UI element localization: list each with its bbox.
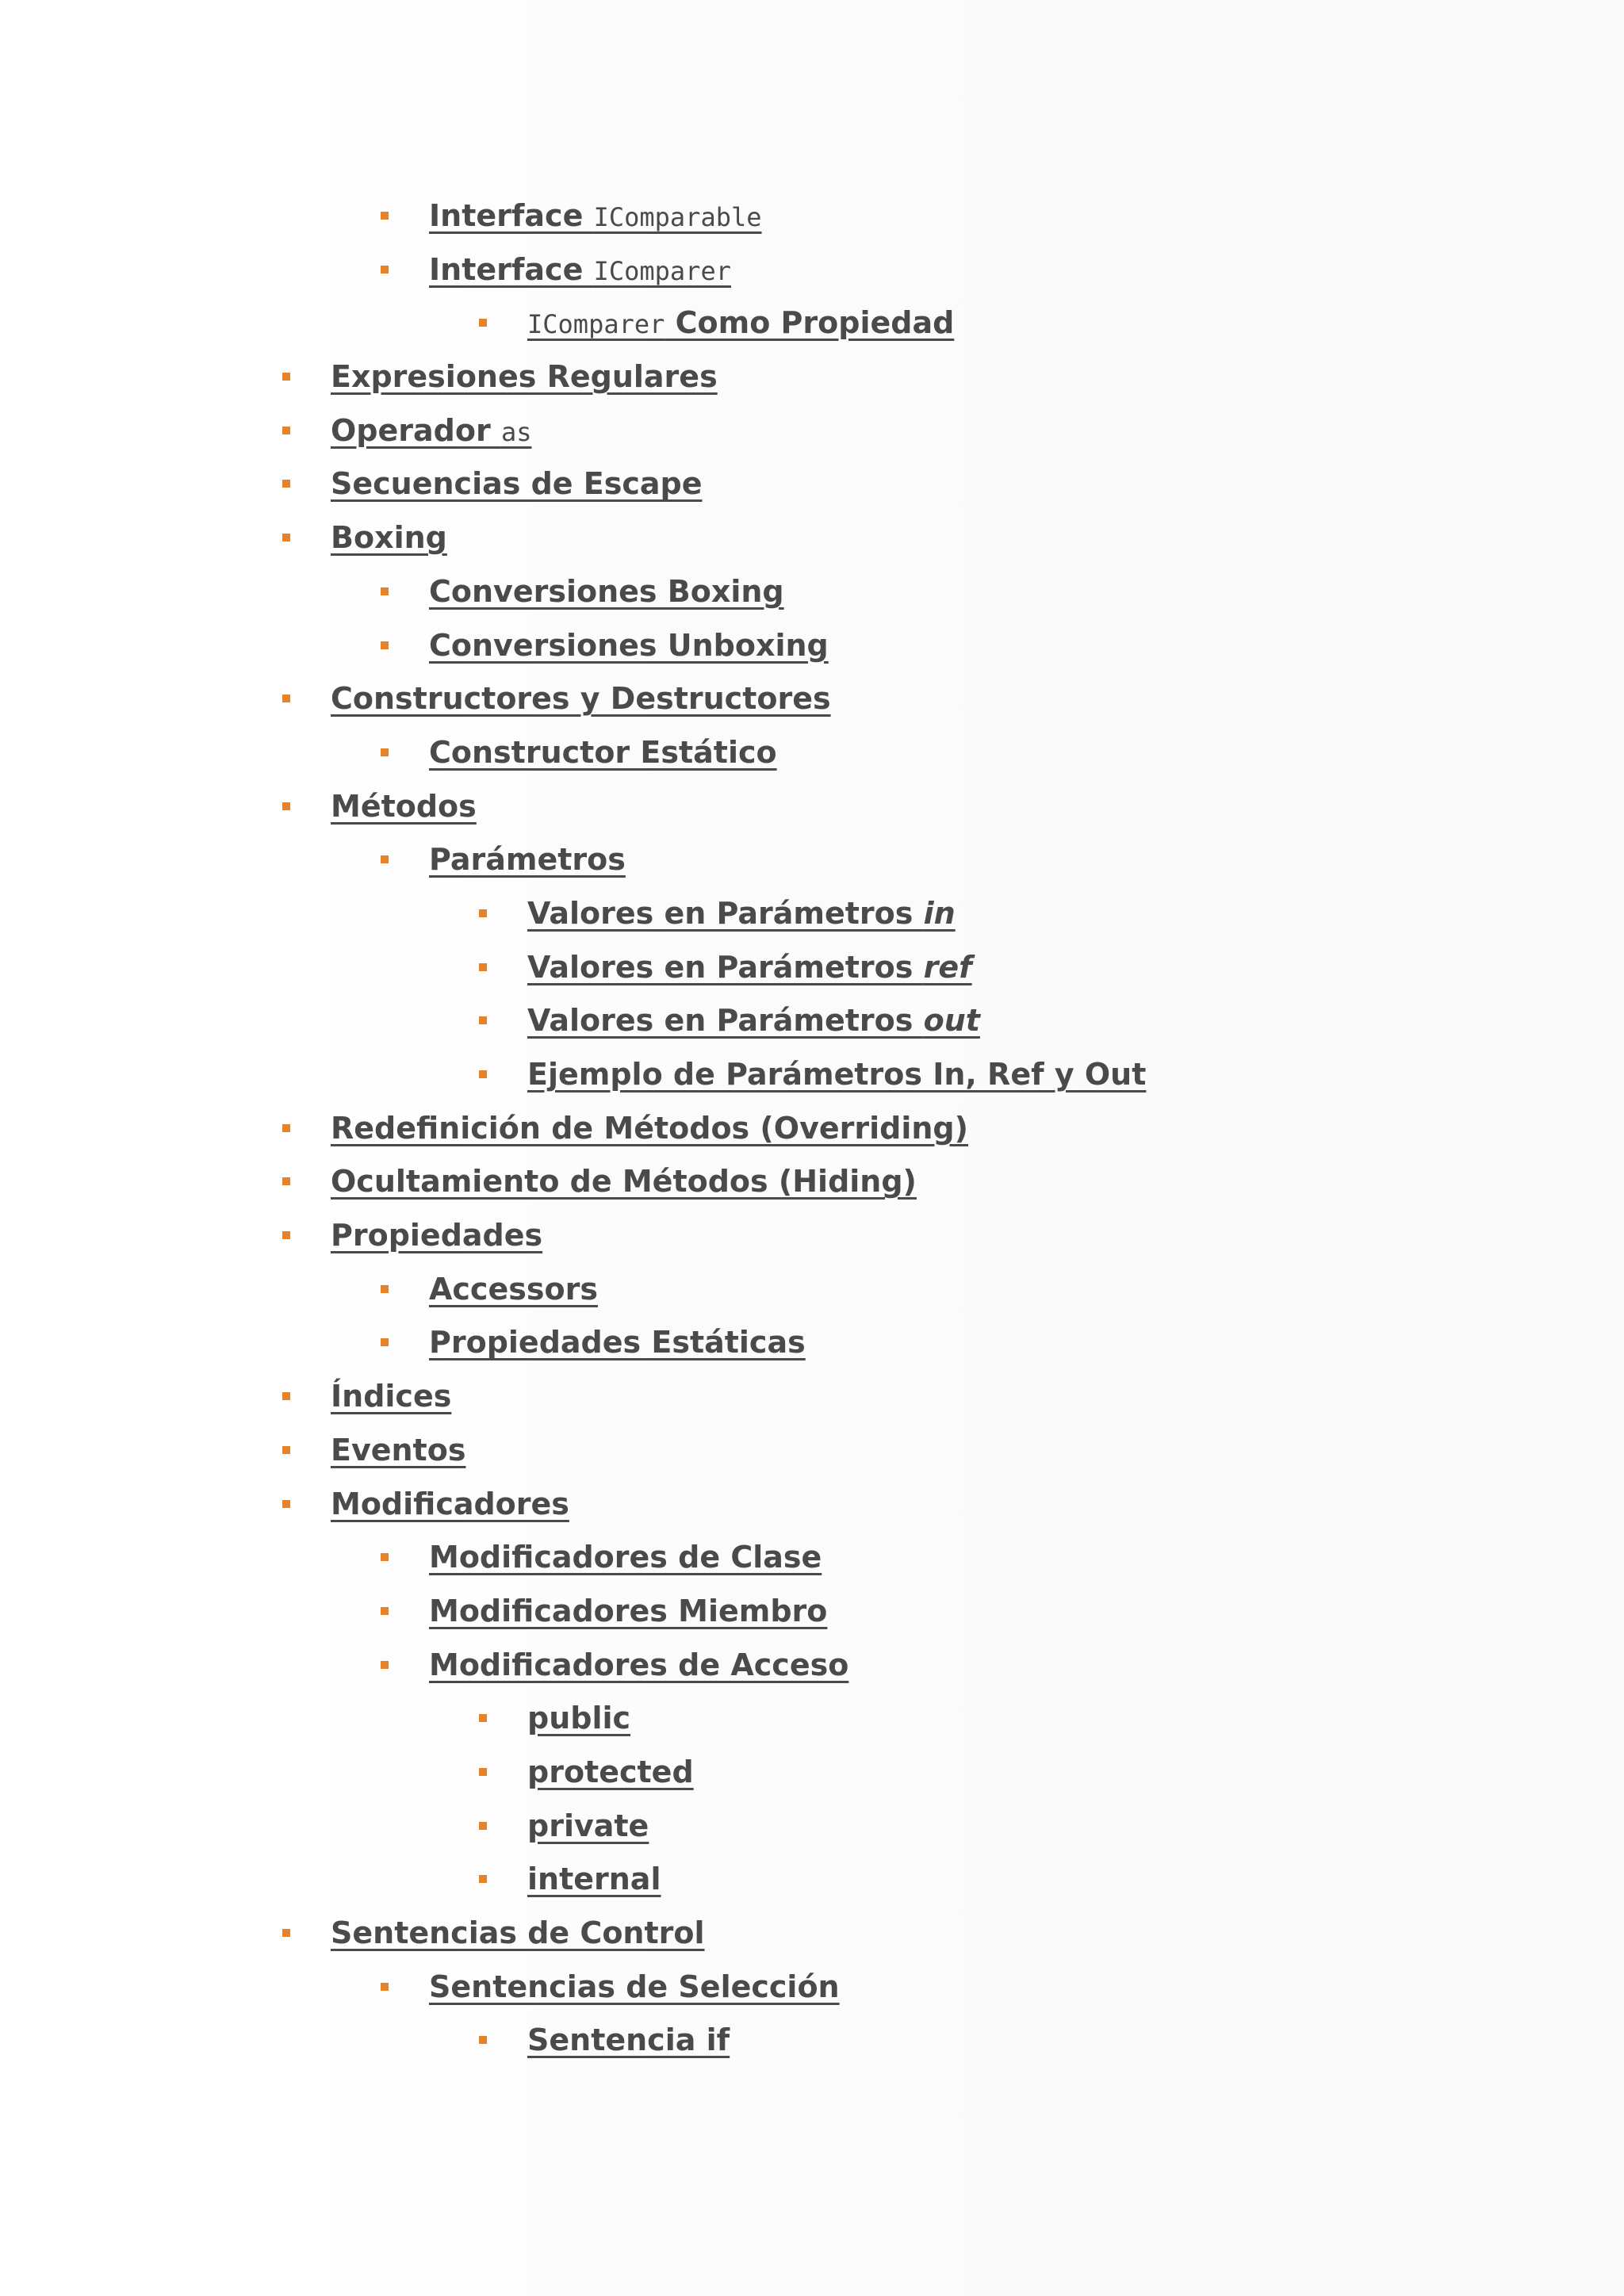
toc-link[interactable] <box>527 300 954 351</box>
toc-item-constructores-y-destructores <box>0 676 1624 730</box>
toc-item-indices <box>0 1374 1624 1428</box>
toc-link[interactable] <box>429 1535 822 1586</box>
toc-link[interactable] <box>429 193 762 244</box>
toc-link-text: Valores en Parámetros <box>527 1003 924 1039</box>
toc-link[interactable] <box>527 945 972 996</box>
square-bullet-icon <box>381 1983 389 1991</box>
toc-item-internal <box>0 1857 1624 1911</box>
toc-item-sentencias-de-seleccion <box>0 1965 1624 2019</box>
toc-item-ocultamiento-metodos <box>0 1159 1624 1213</box>
toc-item-metodos <box>0 784 1624 838</box>
toc-item-propiedades <box>0 1213 1624 1267</box>
toc-item-constructor-estatico <box>0 730 1624 784</box>
toc-link-text: Eventos <box>331 1432 466 1468</box>
toc-link-text: Redefinición de Métodos (Overriding) <box>331 1110 968 1146</box>
toc-item-private <box>0 1804 1624 1858</box>
toc-link-text: Constructores y Destructores <box>331 681 831 717</box>
square-bullet-icon <box>282 1500 290 1508</box>
square-bullet-icon <box>282 1929 290 1937</box>
square-bullet-icon <box>282 427 290 434</box>
toc-link[interactable] <box>527 1052 1146 1103</box>
toc-link[interactable] <box>527 1750 694 1800</box>
toc-item-valores-parametros-ref <box>0 945 1624 999</box>
toc-link-text: in <box>923 895 956 931</box>
toc-item-operador-as <box>0 408 1624 462</box>
toc-link[interactable] <box>331 1911 705 1961</box>
toc-link-text: ref <box>923 949 972 985</box>
toc-link[interactable] <box>331 461 703 512</box>
square-bullet-icon <box>381 266 389 274</box>
toc-link-text: Boxing <box>331 520 447 556</box>
toc-link[interactable] <box>429 1589 827 1640</box>
toc-link-text: Sentencias de Selección <box>429 1969 840 2004</box>
toc-link-text: Propiedades <box>331 1218 543 1253</box>
toc-link[interactable] <box>527 2018 730 2068</box>
toc-item-icomparer-como-propiedad <box>0 300 1624 354</box>
square-bullet-icon <box>479 1714 487 1722</box>
square-bullet-icon <box>479 909 487 917</box>
toc-item-interface-icomparer <box>0 247 1624 301</box>
square-bullet-icon <box>381 1607 389 1615</box>
square-bullet-icon <box>282 480 290 488</box>
toc-link-text: IComparable <box>593 202 762 232</box>
toc-item-interface-icomparable <box>0 193 1624 247</box>
toc-link-text: internal <box>527 1862 661 1897</box>
toc-link[interactable] <box>331 1106 968 1157</box>
toc-item-accessors <box>0 1267 1624 1321</box>
toc-link[interactable] <box>429 837 626 888</box>
toc-item-sentencias-de-control <box>0 1911 1624 1965</box>
toc-link[interactable] <box>527 1857 661 1908</box>
toc-link-text: Valores en Parámetros <box>527 949 924 985</box>
square-bullet-icon <box>282 1231 290 1239</box>
toc-link[interactable] <box>429 1643 848 1693</box>
toc-link[interactable] <box>527 891 956 942</box>
square-bullet-icon <box>479 319 487 327</box>
toc-link-text: out <box>923 1003 980 1039</box>
toc-item-modificadores-de-acceso <box>0 1643 1624 1697</box>
toc-link[interactable] <box>331 1374 451 1425</box>
toc-link-text: Interface <box>429 198 594 233</box>
toc-item-public <box>0 1696 1624 1750</box>
toc-item-protected <box>0 1750 1624 1804</box>
toc-link-text: Expresiones Regulares <box>331 359 718 395</box>
toc-link[interactable] <box>429 730 777 781</box>
square-bullet-icon <box>381 748 389 756</box>
toc-link-text: Modificadores <box>331 1486 569 1521</box>
toc-link-text: Ejemplo de Parámetros In, Ref y Out <box>527 1057 1147 1092</box>
square-bullet-icon <box>479 963 487 971</box>
toc-item-modificadores-miembro <box>0 1589 1624 1643</box>
square-bullet-icon <box>381 1661 389 1669</box>
toc-item-modificadores <box>0 1482 1624 1536</box>
square-bullet-icon <box>479 2036 487 2044</box>
toc-link-text: Propiedades Estáticas <box>429 1325 806 1360</box>
toc-link-text: Modificadores de Acceso <box>429 1647 849 1682</box>
square-bullet-icon <box>479 1822 487 1830</box>
toc-link[interactable] <box>331 354 718 405</box>
toc-item-expresiones-regulares <box>0 354 1624 408</box>
toc-link-text: Métodos <box>331 788 477 824</box>
toc-item-eventos <box>0 1428 1624 1482</box>
toc-link-text: Modificadores de Clase <box>429 1540 822 1575</box>
toc-item-conversiones-unboxing <box>0 623 1624 677</box>
square-bullet-icon <box>282 534 290 541</box>
toc-link-text: Modificadores Miembro <box>429 1593 828 1628</box>
toc-link-text: IComparer <box>593 255 731 286</box>
square-bullet-icon <box>381 1338 389 1346</box>
toc-link-text: as <box>500 416 532 447</box>
toc-link[interactable] <box>429 1320 806 1371</box>
toc-link-text: Interface <box>429 251 594 287</box>
toc-link-text: Conversiones Boxing <box>429 573 784 609</box>
toc-link-text: public <box>527 1701 631 1736</box>
toc-link[interactable] <box>331 515 447 566</box>
square-bullet-icon <box>282 1177 290 1185</box>
square-bullet-icon <box>282 373 290 381</box>
toc-link[interactable] <box>331 676 831 727</box>
toc-link[interactable] <box>331 1428 465 1479</box>
toc-item-ejemplo-parametros <box>0 1052 1624 1106</box>
toc-item-valores-parametros-out <box>0 998 1624 1052</box>
toc-item-boxing <box>0 515 1624 569</box>
square-bullet-icon <box>381 587 389 595</box>
toc-link-text: Accessors <box>429 1271 598 1307</box>
toc-link[interactable] <box>331 784 477 835</box>
toc-link[interactable] <box>429 247 731 298</box>
square-bullet-icon <box>381 855 389 863</box>
toc-item-conversiones-boxing <box>0 569 1624 623</box>
toc-item-sentencia-if <box>0 2018 1624 2072</box>
toc-link-text: Ocultamiento de Métodos (Hiding) <box>331 1164 917 1200</box>
toc-link[interactable] <box>429 1267 598 1318</box>
square-bullet-icon <box>479 1768 487 1776</box>
toc-link[interactable] <box>429 623 829 674</box>
toc-link[interactable] <box>527 1804 649 1854</box>
square-bullet-icon <box>282 1124 290 1132</box>
toc-item-propiedades-estaticas <box>0 1320 1624 1374</box>
square-bullet-icon <box>381 212 389 220</box>
toc-item-redefinicion-metodos <box>0 1106 1624 1160</box>
toc-link-text: Operador <box>331 412 501 448</box>
toc-item-secuencias-de-escape <box>0 461 1624 515</box>
toc-link[interactable] <box>429 1965 840 2015</box>
toc-item-modificadores-de-clase <box>0 1535 1624 1589</box>
toc-link[interactable] <box>527 998 980 1049</box>
toc-link-text: Índices <box>331 1379 452 1414</box>
toc-link-text: Sentencia if <box>527 2022 730 2058</box>
toc-item-valores-parametros-in <box>0 891 1624 945</box>
square-bullet-icon <box>381 1285 389 1293</box>
square-bullet-icon <box>381 641 389 649</box>
toc-link-text: Secuencias de Escape <box>331 466 703 502</box>
toc-link[interactable] <box>331 1213 542 1264</box>
toc-link[interactable] <box>429 569 784 620</box>
toc-item-parametros <box>0 837 1624 891</box>
toc-link-text: Conversiones Unboxing <box>429 627 829 663</box>
square-bullet-icon <box>381 1553 389 1561</box>
toc-link[interactable] <box>331 1159 917 1210</box>
toc-link-text: private <box>527 1808 649 1843</box>
toc-link[interactable] <box>331 408 531 459</box>
toc-link-text: Sentencias de Control <box>331 1915 705 1950</box>
toc-link-text: protected <box>527 1754 694 1789</box>
square-bullet-icon <box>282 1446 290 1454</box>
square-bullet-icon <box>479 1016 487 1024</box>
toc-link[interactable] <box>527 1696 630 1747</box>
toc-link-text: Como Propiedad <box>665 305 955 341</box>
toc-link-text: IComparer <box>527 309 665 340</box>
square-bullet-icon <box>282 802 290 810</box>
table-of-contents <box>0 193 1624 2072</box>
toc-link[interactable] <box>331 1482 569 1533</box>
square-bullet-icon <box>479 1875 487 1883</box>
square-bullet-icon <box>282 695 290 702</box>
toc-link-text: Valores en Parámetros <box>527 895 924 931</box>
toc-link-text: Parámetros <box>429 842 626 878</box>
square-bullet-icon <box>479 1070 487 1078</box>
square-bullet-icon <box>282 1392 290 1400</box>
toc-link-text: Constructor Estático <box>429 734 777 770</box>
